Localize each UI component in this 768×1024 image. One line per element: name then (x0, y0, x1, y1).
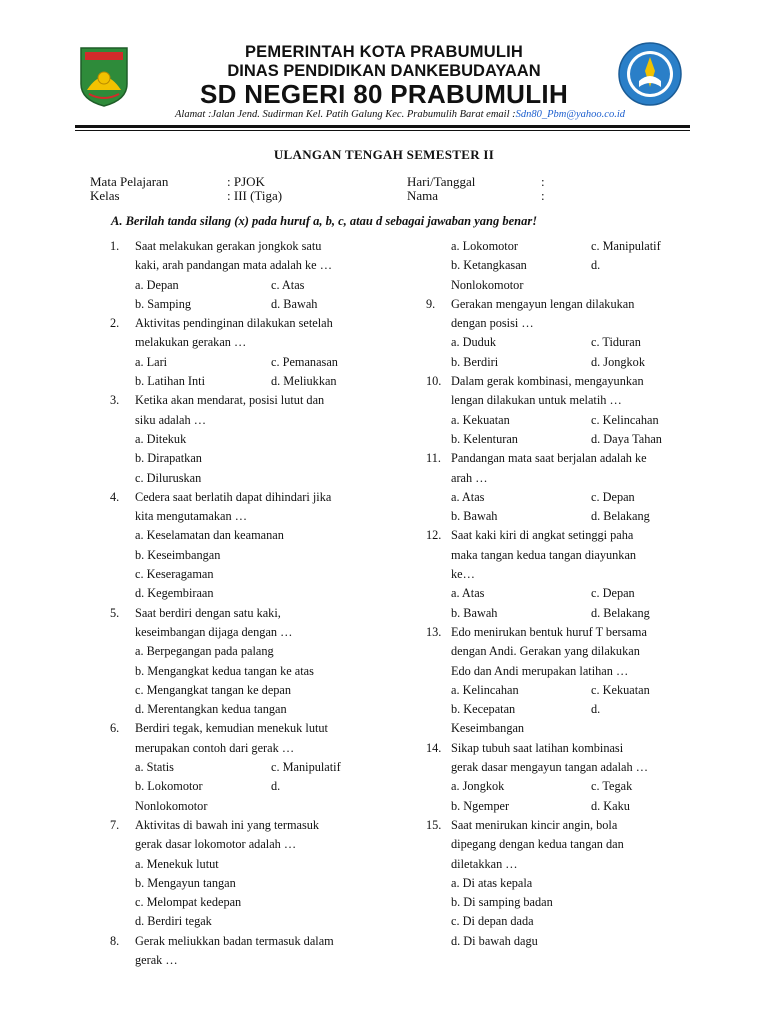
question-text: Berdiri tegak, kemudian menekuk lutut (135, 721, 328, 736)
question-text: Edo dan Andi merupakan latihan … (451, 663, 629, 678)
option-a[interactable]: a. Atas (451, 586, 485, 601)
option-b[interactable]: b. Bawah (451, 509, 498, 524)
question-12 (426, 526, 681, 584)
option-c[interactable]: c. Atas (271, 277, 305, 292)
question-14 (426, 739, 681, 778)
option-a[interactable]: a. Statis (135, 760, 174, 775)
question-number: 12. (426, 528, 442, 543)
option-row (426, 797, 681, 816)
option-d-continued[interactable]: Nonlokomotor (451, 277, 524, 292)
option-row (426, 777, 681, 796)
question-7 (110, 816, 375, 855)
option-b[interactable]: b. Dirapatkan (135, 451, 202, 466)
questions-right-column (426, 237, 681, 951)
tut-wuri-handayani-logo (617, 41, 683, 107)
option-row (110, 295, 375, 314)
instruction: A. Berilah tanda silang (x) pada huruf a, b, c, atau d sebagai jawaban yang benar! (111, 214, 538, 228)
option-d[interactable]: d. (591, 702, 601, 717)
question-text: ke… (451, 567, 475, 582)
question-9 (426, 295, 681, 334)
question-number: 15. (426, 817, 442, 832)
question-text: kita mengutamakan … (135, 509, 248, 524)
option-a[interactable]: a. Menekuk lutut (135, 856, 219, 871)
option-a[interactable]: a. Atas (451, 489, 485, 504)
question-text: Saat menirukan kincir angin, bola (451, 817, 618, 832)
option-c[interactable]: c. Tegak (591, 779, 633, 794)
exam-title: ULANGAN TENGAH SEMESTER II (273, 147, 495, 162)
option-c[interactable]: c. Keseragaman (135, 567, 214, 582)
subject-label: Mata Pelajaran (90, 174, 169, 189)
option-d[interactable]: d. Daya Tahan (591, 431, 662, 446)
question-number: 1. (110, 239, 120, 253)
question-text: Saat berdiri dengan satu kaki, (135, 605, 281, 620)
question-text: melakukan gerakan … (135, 335, 247, 350)
question-text: keseimbangan dijaga dengan … (135, 624, 293, 639)
option-d[interactable]: d. Meliukkan (271, 374, 337, 389)
header-divider-thin (75, 130, 690, 131)
option-row (426, 604, 681, 623)
option-a[interactable]: a. Di atas kepala (451, 875, 533, 890)
option-b[interactable]: b. Ketangkasan (451, 258, 527, 273)
option-b[interactable]: b. Bawah (451, 605, 498, 620)
option-d[interactable]: d. Bawah (271, 296, 318, 311)
option-c[interactable]: c. Diluruskan (135, 470, 202, 485)
option-b[interactable]: b. Latihan Inti (135, 374, 206, 389)
question-text: Aktivitas di bawah ini yang termasuk (135, 817, 320, 832)
question-text: Gerakan mengayun lengan dilakukan (451, 296, 635, 311)
option-a[interactable]: a. Kelincahan (451, 682, 519, 697)
question-text: Sikap tubuh saat latihan kombinasi (451, 740, 624, 755)
question-8 (110, 932, 375, 971)
question-2 (110, 314, 375, 353)
question-text: maka tangan kedua tangan diayunkan (451, 547, 637, 562)
option-row (426, 237, 681, 256)
option-d[interactable]: d. Belakang (591, 509, 650, 524)
question-13 (426, 623, 681, 681)
date-value: : (541, 174, 545, 189)
option-b[interactable]: b. Mengangkat kedua tangan ke atas (135, 663, 314, 678)
option-row (426, 256, 681, 275)
option-row (426, 430, 681, 449)
question-text: merupakan contoh dari gerak … (135, 740, 295, 755)
option-d-continued[interactable]: Keseimbangan (451, 721, 525, 736)
question-text: siku adalah … (135, 412, 207, 427)
question-text: lengan dilakukan untuk melatih … (451, 393, 622, 408)
option-row (426, 681, 681, 700)
question-text: gerak … (135, 952, 178, 967)
question-number: 4. (110, 489, 120, 504)
option-c[interactable]: c. Melompat kedepan (135, 895, 242, 910)
option-row (426, 584, 681, 603)
subject-value: : PJOK (227, 174, 265, 189)
option-a[interactable]: a. Jongkok (451, 779, 505, 794)
question-number: 5. (110, 605, 120, 620)
question-text: gerak dasar mengayun tangan adalah … (451, 760, 649, 775)
option-row (110, 777, 375, 796)
question-text: dipegang dengan kedua tangan dan (451, 837, 624, 852)
option-b[interactable]: b. Berdiri (451, 354, 499, 369)
question-text: Gerak meliukkan badan termasuk dalam (135, 933, 334, 948)
question-number: 2. (110, 316, 120, 331)
option-c[interactable]: c. Mengangkat tangan ke depan (135, 682, 292, 697)
question-text: Cedera saat berlatih dapat dihindari jika (135, 489, 332, 504)
option-d-continued[interactable]: Nonlokomotor (135, 798, 208, 813)
question-11 (426, 449, 681, 488)
option-c[interactable]: c. Manipulatif (271, 760, 341, 775)
question-number: 13. (426, 624, 442, 639)
option-c[interactable]: c. Kekuatan (591, 682, 650, 697)
question-text: dengan posisi … (451, 316, 534, 331)
question-6 (110, 719, 375, 758)
question-text: gerak dasar lokomotor adalah … (135, 837, 297, 852)
question-text: Ketika akan mendarat, posisi lutut dan (135, 393, 325, 408)
option-a[interactable]: a. Lokomotor (451, 239, 518, 253)
option-row (426, 700, 681, 719)
option-c[interactable]: c. Tiduran (591, 335, 641, 350)
address-line (120, 109, 680, 120)
question-5 (110, 604, 375, 643)
name-label: Nama (407, 188, 439, 203)
question-number: 7. (110, 817, 120, 832)
option-b[interactable]: b. Di samping badan (451, 895, 553, 910)
option-row (110, 276, 375, 295)
option-c[interactable]: c. Kelincahan (591, 412, 659, 427)
question-text: Edo menirukan bentuk huruf T bersama (451, 624, 647, 639)
city-emblem-logo (77, 44, 131, 108)
question-15 (426, 816, 681, 874)
option-a[interactable]: a. Berpegangan pada palang (135, 644, 274, 659)
option-c[interactable]: c. Depan (591, 489, 635, 504)
option-d[interactable]: d. Berdiri tegak (135, 914, 212, 929)
question-number: 14. (426, 740, 442, 755)
option-row (110, 353, 375, 372)
letterhead (0, 0, 768, 140)
option-row (426, 353, 681, 372)
option-c[interactable]: c. Pemanasan (271, 354, 338, 369)
class-label: Kelas (90, 188, 120, 203)
option-row (110, 758, 375, 777)
option-a[interactable]: a. Ditekuk (135, 431, 187, 446)
header-divider-thick (75, 125, 690, 128)
option-row (426, 488, 681, 507)
question-number: 11. (426, 451, 441, 466)
address-text: Alamat :Jalan Jend. Sudirman Kel. Patih Galung Kec. Prabumulih Barat email : (174, 109, 516, 120)
option-a[interactable]: a. Keselamatan dan keamanan (135, 528, 284, 543)
question-text: diletakkan … (451, 856, 518, 871)
option-b[interactable]: b. Samping (135, 296, 192, 311)
name-value: : (541, 188, 545, 203)
question-number: 6. (110, 721, 120, 736)
email-link[interactable]: Sdn80_Pbm@yahoo.co.id (515, 109, 626, 120)
option-d[interactable]: d. Di bawah dagu (451, 933, 538, 948)
option-d[interactable]: d. Jongkok (591, 354, 645, 369)
question-text: arah … (451, 470, 488, 485)
question-number: 8. (110, 933, 120, 948)
option-b[interactable]: b. Ngemper (451, 798, 510, 813)
question-text: Saat kaki kiri di angkat setinggi paha (451, 528, 634, 543)
questions-left-column (110, 237, 375, 970)
option-a[interactable]: a. Depan (135, 277, 179, 292)
government-name: PEMERINTAH KOTA PRABUMULIH (244, 43, 524, 61)
option-row (426, 411, 681, 430)
department-name: DINAS PENDIDIKAN DANKEBUDAYAAN (227, 62, 541, 80)
question-1 (110, 237, 375, 276)
question-number: 10. (426, 374, 442, 389)
question-text: Aktivitas pendinginan dilakukan setelah (135, 316, 333, 331)
question-text: kaki, arah pandangan mata adalah ke … (135, 258, 333, 273)
option-a[interactable]: a. Duduk (451, 335, 497, 350)
option-d[interactable]: d. (271, 779, 281, 794)
option-a[interactable]: a. Lari (135, 354, 168, 369)
question-text: Pandangan mata saat berjalan adalah ke (451, 451, 647, 466)
option-d[interactable]: d. Belakang (591, 605, 650, 620)
question-3 (110, 391, 375, 430)
date-label: Hari/Tanggal (407, 174, 476, 189)
option-row (426, 333, 681, 352)
option-a[interactable]: a. Kekuatan (451, 412, 510, 427)
option-b[interactable]: b. Mengayun tangan (135, 875, 236, 890)
option-c[interactable]: c. Manipulatif (591, 239, 661, 253)
option-row (110, 372, 375, 391)
question-number: 3. (110, 393, 120, 408)
option-c[interactable]: c. Depan (591, 586, 635, 601)
question-text: Dalam gerak kombinasi, mengayunkan (451, 374, 644, 389)
question-4 (110, 488, 375, 527)
option-b[interactable]: b. Kelenturan (451, 431, 518, 446)
option-d[interactable]: d. (591, 258, 601, 273)
question-text: dengan Andi. Gerakan yang dilakukan (451, 644, 640, 659)
option-b[interactable]: b. Kecepatan (451, 702, 516, 717)
option-d[interactable]: d. Kaku (591, 798, 630, 813)
option-c[interactable]: c. Di depan dada (451, 914, 534, 929)
option-d[interactable]: d. Kegembiraan (135, 586, 214, 601)
option-b[interactable]: b. Keseimbangan (135, 547, 221, 562)
option-d[interactable]: d. Merentangkan kedua tangan (135, 702, 287, 717)
question-text: Saat melakukan gerakan jongkok satu (135, 239, 322, 253)
question-10 (426, 372, 681, 411)
option-row (426, 507, 681, 526)
question-number: 9. (426, 296, 436, 311)
option-b[interactable]: b. Lokomotor (135, 779, 203, 794)
school-name: SD NEGERI 80 PRABUMULIH (199, 79, 569, 109)
class-value: : III (Tiga) (227, 188, 283, 203)
